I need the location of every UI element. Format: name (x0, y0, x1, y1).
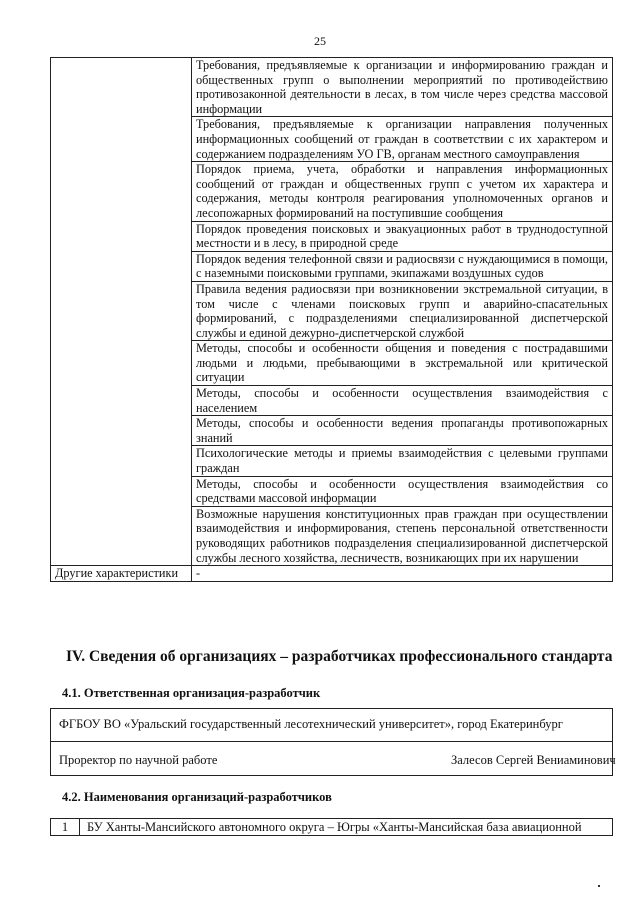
requirement-row-left-cell (51, 386, 192, 416)
developer-number: 1 (51, 819, 80, 835)
other-characteristics-row (51, 566, 613, 582)
signatory-name: Залесов Сергей Вениаминович (451, 753, 616, 767)
requirement-row-left-cell (51, 281, 192, 340)
requirement-row (51, 341, 613, 386)
subsection-title-developers: 4.2. Наименования организаций-разработчиков (62, 790, 332, 804)
requirement-row-left-cell (51, 446, 192, 476)
requirement-row (51, 446, 613, 476)
section-title: IV. Сведения об организациях – разработчиках профессионального стандарта (66, 648, 613, 665)
requirement-text: Методы, способы и особенности осуществления взаимодействия со средствами массовой информации (192, 476, 613, 506)
requirement-text: Психологические методы и приемы взаимодействия с целевыми группами граждан (192, 446, 613, 476)
signatory-position: Проректор по научной работе (59, 753, 218, 767)
requirement-row (51, 506, 613, 565)
requirement-row-left-cell (51, 58, 192, 117)
requirement-text: Методы, способы и особенности общения и поведения с пострадавшими людьми и людьми, пребывающими в экстремальной или критической ситуации (192, 341, 613, 386)
page-number: 25 (314, 34, 326, 48)
knowledge-table (50, 57, 613, 582)
requirement-text: Правила ведения радиосвязи при возникновении экстремальной ситуации, в том числе с членами поисковых групп и аварийно-спасательных формирований, с подразделениями специализированной диспетчерской службы и единой дежурно-диспетчерской службой (192, 281, 613, 340)
requirement-row (51, 386, 613, 416)
requirement-row (51, 416, 613, 446)
requirement-row (51, 117, 613, 162)
requirement-row-left-cell (51, 341, 192, 386)
requirement-row (51, 476, 613, 506)
requirement-row (51, 251, 613, 281)
developers-table (50, 818, 613, 836)
other-characteristics-value: - (192, 566, 613, 582)
requirement-row (51, 281, 613, 340)
box-divider (51, 741, 612, 742)
responsible-organization-box (50, 708, 616, 776)
requirement-text: Возможные нарушения конституционных прав граждан при осуществлении взаимодействия и информирования, степень персональной ответственности руководящих работников подразделения специализированной диспетчерской службы лесного хозяйства, лесничеств, возникающих при их нарушении (192, 506, 613, 565)
requirement-row (51, 58, 613, 117)
requirement-row-left-cell (51, 251, 192, 281)
requirement-row-left-cell (51, 221, 192, 251)
requirement-row (51, 221, 613, 251)
requirement-text: Требования, предъявляемые к организации направления полученных информационных сообщений от граждан в соответствии с их характером и содержанием подразделениям УО ГВ, органам местного самоуправления (192, 117, 613, 162)
subsection-title-responsible: 4.1. Ответственная организация-разработчик (62, 686, 321, 700)
organization-name: ФГБОУ ВО «Уральский государственный лесотехнический университет», город Екатеринбург (59, 717, 563, 731)
requirement-row-left-cell (51, 416, 192, 446)
scan-dot (598, 885, 600, 887)
requirement-row-left-cell (51, 506, 192, 565)
requirement-row-left-cell (51, 162, 192, 221)
requirement-text: Методы, способы и особенности ведения пропаганды противопожарных знаний (192, 416, 613, 446)
requirement-row-left-cell (51, 117, 192, 162)
requirement-text: Порядок ведения телефонной связи и радиосвязи с нуждающимися в помощи, с наземными поисковыми группами, экипажами воздушных судов (192, 251, 613, 281)
requirement-row-left-cell (51, 476, 192, 506)
requirement-row (51, 162, 613, 221)
developer-name: БУ Ханты-Мансийского автономного округа – Югры «Ханты-Мансийская база авиационной (87, 820, 582, 834)
other-characteristics-label: Другие характеристики (51, 566, 192, 582)
requirement-text: Порядок проведения поисковых и эвакуационных работ в труднодоступной местности и в лесу, в природной среде (192, 221, 613, 251)
requirement-text: Порядок приема, учета, обработки и направления информационных сообщений от граждан и общественных групп с учетом их характера и содержания, методы контроля реагирования уполномоченных органов и лесопожарных формирований на поступившие сообщения (192, 162, 613, 221)
requirement-text: Методы, способы и особенности осуществления взаимодействия с населением (192, 386, 613, 416)
requirement-text: Требования, предъявляемые к организации и информированию граждан и общественных групп о выполнении мероприятий по противодействию противозаконной деятельности в лесах, в том числе через средства массовой информации (192, 58, 613, 117)
